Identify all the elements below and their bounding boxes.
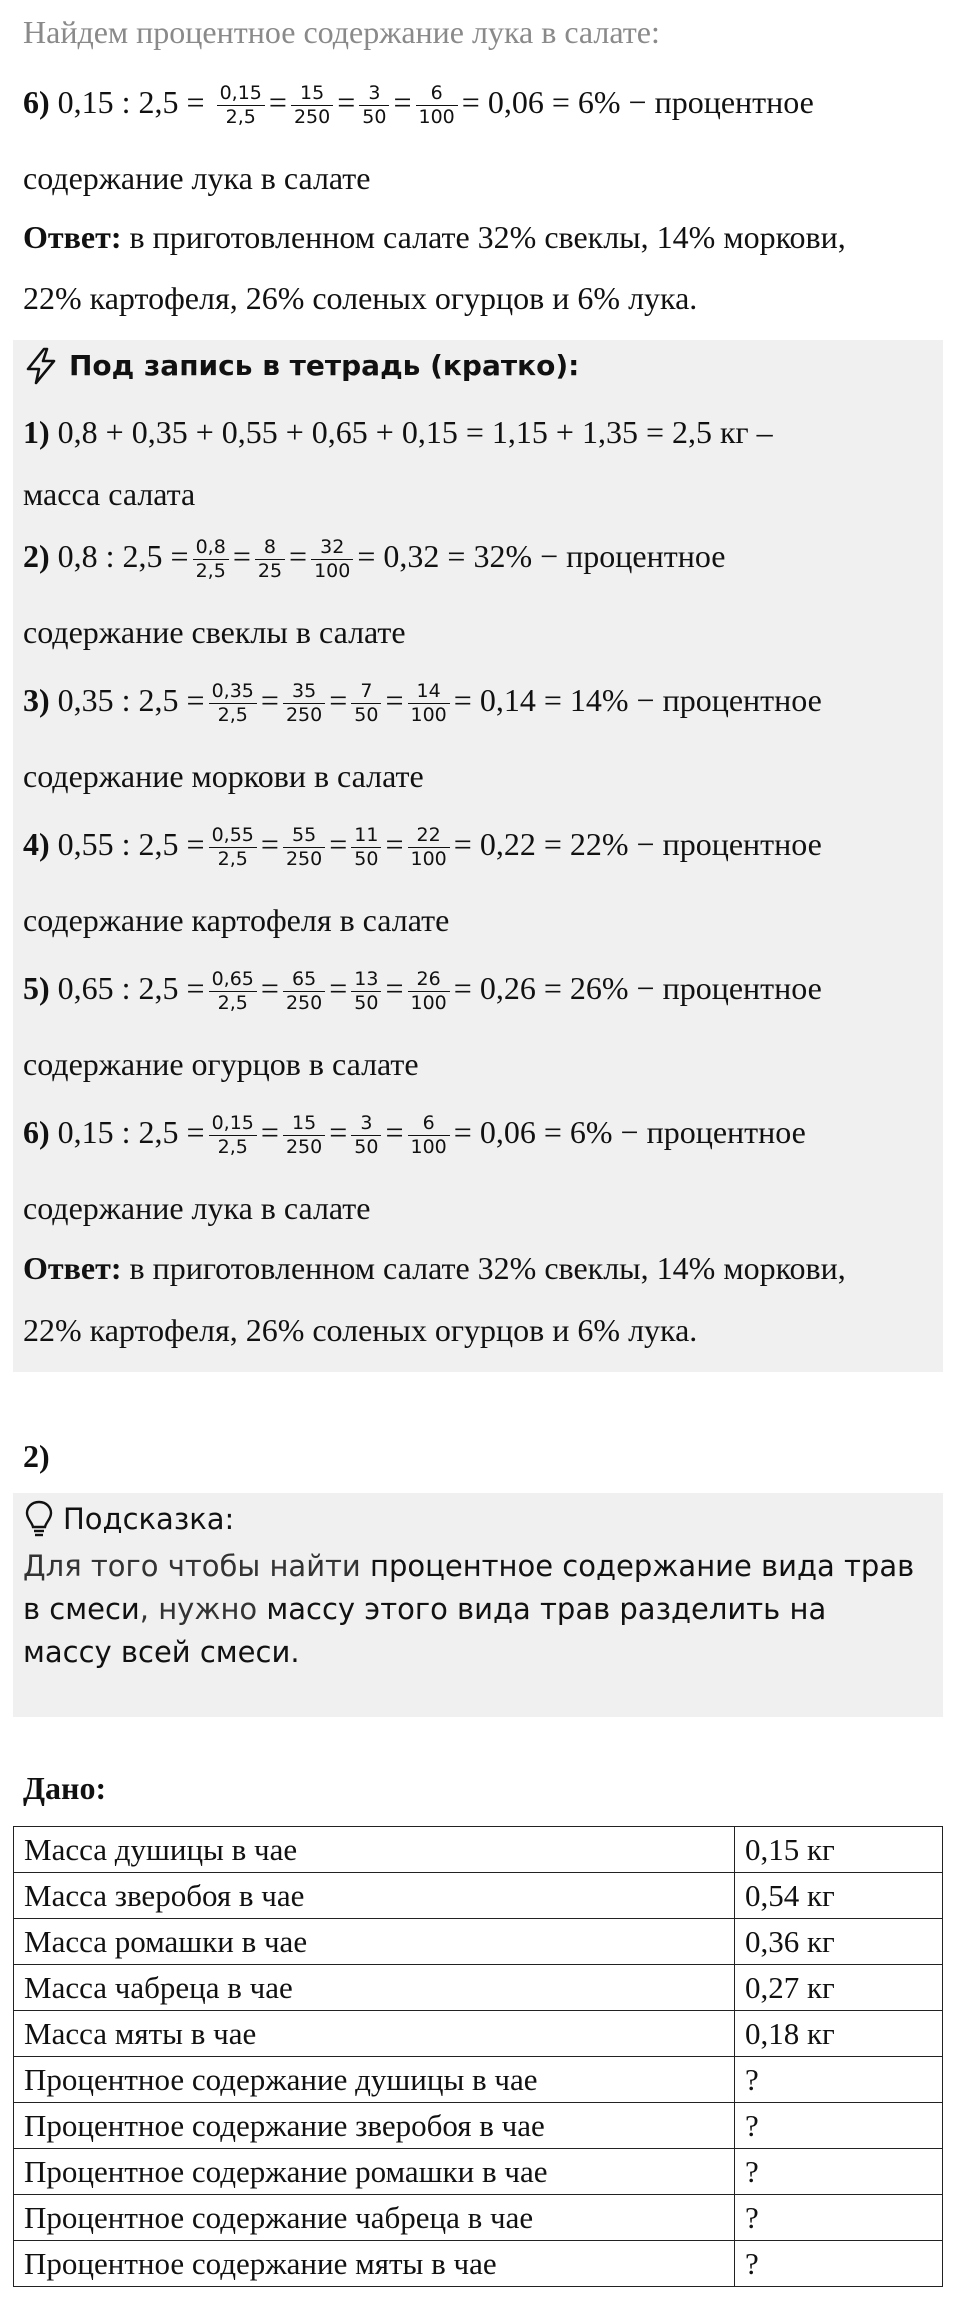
notes-step-1-continuation: масса салата	[23, 476, 196, 512]
given-label: Дано:	[23, 1770, 107, 1806]
notes-step-3: 3) 0,35 : 2,5 = $\frac{0,35}{2,5}$ = $\frac{35}{250}$ = $\frac{7}{50}$ = $\frac{14}{100}$ = 0,14 = 14% − процентное	[23, 680, 822, 727]
notes-step-5: 5) 0,65 : 2,5 = $\frac{0,65}{2,5}$ = $\frac{65}{250}$ = $\frac{13}{50}$ = $\frac{26}{100}$ = 0,26 = 26% − процентное	[23, 968, 822, 1015]
fraction: $\frac{0,15}{2,5}$	[217, 82, 265, 129]
table-row: Масса зверобоя в чае 0,54 кг	[14, 1873, 943, 1919]
table-row: Процентное содержание душицы в чае ?	[14, 2057, 943, 2103]
table-row: Процентное содержание чабреца в чае ?	[14, 2195, 943, 2241]
fraction: $\frac{26}{100}$	[408, 968, 450, 1015]
fraction: $\frac{0,65}{2,5}$	[209, 968, 257, 1015]
step-expression: 0,15 : 2,5 =	[57, 84, 205, 120]
notes-step-6: 6) 0,15 : 2,5 = $\frac{0,15}{2,5}$ = $\frac{15}{250}$ = $\frac{3}{50}$ = $\frac{6}{100}$ = 0,06 = 6% − процентное	[23, 1112, 806, 1159]
notes-step-2-continuation: содержание свеклы в салате	[23, 614, 406, 650]
notes-step-4: 4) 0,55 : 2,5 = $\frac{0,55}{2,5}$ = $\frac{55}{250}$ = $\frac{11}{50}$ = $\frac{22}{100}$ = 0,22 = 22% − процентное	[23, 824, 822, 871]
table-row: Масса душицы в чае 0,15 кг	[14, 1827, 943, 1873]
notes-step-3-continuation: содержание моркови в салате	[23, 758, 424, 794]
step-number: 6)	[23, 84, 50, 120]
given-table	[13, 1826, 943, 2287]
fraction: $\frac{13}{50}$	[351, 968, 381, 1015]
fraction: $\frac{8}{25}$	[255, 536, 285, 583]
notes-step-5-continuation: содержание огурцов в салате	[23, 1046, 419, 1082]
fraction: $\frac{15}{250}$	[291, 82, 333, 129]
fraction: $\frac{6}{100}$	[408, 1112, 450, 1159]
fraction: $\frac{32}{100}$	[311, 536, 353, 583]
answer-label: Ответ:	[23, 219, 122, 255]
notes-step-4-continuation: содержание картофеля в салате	[23, 902, 450, 938]
hint-title	[23, 1499, 234, 1539]
answer-line-1	[23, 217, 940, 257]
notes-step-2: 2) 0,8 : 2,5 = $\frac{0,8}{2,5}$ = $\frac{8}{25}$ = $\frac{32}{100}$ = 0,32 = 32% − процентное	[23, 536, 726, 583]
fraction: $\frac{3}{50}$	[359, 82, 389, 129]
fraction: $\frac{3}{50}$	[351, 1112, 381, 1159]
hint-title-text: Подсказка:	[63, 1502, 235, 1536]
table-row: Процентное содержание зверобоя в чае ?	[14, 2103, 943, 2149]
answer-line-2: 22% картофеля, 26% соленых огурцов и 6% лука.	[23, 280, 698, 316]
fraction: $\frac{0,8}{2,5}$	[193, 536, 229, 583]
section-2-label: 2)	[23, 1438, 50, 1474]
table-row: Процентное содержание мяты в чае ?	[14, 2241, 943, 2287]
notes-box	[13, 340, 943, 1372]
fraction: $\frac{7}{50}$	[351, 680, 381, 727]
step-result: = 0,06 = 6% − процентное	[461, 84, 814, 120]
fraction: $\frac{55}{250}$	[283, 824, 325, 871]
fraction: $\frac{0,55}{2,5}$	[209, 824, 257, 871]
fraction: $\frac{11}{50}$	[351, 824, 381, 871]
intro-text: Найдем процентное содержание лука в салате:	[23, 14, 660, 50]
answer-text: в приготовленном салате 32% свеклы, 14% моркови,	[121, 219, 846, 255]
step-6-continuation: содержание лука в салате	[23, 160, 371, 196]
fraction: $\frac{14}{100}$	[408, 680, 450, 727]
fraction: $\frac{22}{100}$	[408, 824, 450, 871]
fraction: $\frac{15}{250}$	[283, 1112, 325, 1159]
hint-box	[13, 1493, 943, 1717]
table-row: Процентное содержание ромашки в чае ?	[14, 2149, 943, 2195]
hint-body: Для того чтобы найти процентное содержание вида трав в смеси, нужно массу этого вида трав разделить на массу всей смеси.	[23, 1549, 915, 1669]
table-row: Масса ромашки в чае 0,36 кг	[14, 1919, 943, 1965]
notes-step-6-continuation: содержание лука в салате	[23, 1190, 371, 1226]
fraction: $\frac{65}{250}$	[283, 968, 325, 1015]
notes-answer-line-1: Ответ: в приготовленном салате 32% свеклы, 14% моркови,	[23, 1250, 846, 1286]
step-6-equation: 6) 0,15 : 2,5 = $\frac{0,15}{2,5}$ = $\frac{15}{250}$ = $\frac{3}{50}$ = $\frac{6}{100}$ = 0,06 = 6% − процентное	[23, 82, 814, 129]
notes-title-text: Под запись в тетрадь (кратко):	[69, 349, 580, 382]
notes-box-title	[21, 346, 579, 386]
fraction: $\frac{0,35}{2,5}$	[209, 680, 257, 727]
fraction: $\frac{35}{250}$	[283, 680, 325, 727]
notes-step-1: 1) 0,8 + 0,35 + 0,55 + 0,65 + 0,15 = 1,15 + 1,35 = 2,5 кг –	[23, 414, 773, 450]
table-row: Масса чабреца в чае 0,27 кг	[14, 1965, 943, 2011]
fraction: $\frac{6}{100}$	[416, 82, 458, 129]
notes-answer-line-2: 22% картофеля, 26% соленых огурцов и 6% лука.	[23, 1312, 698, 1348]
lightning-icon	[21, 346, 61, 386]
fraction: $\frac{0,15}{2,5}$	[209, 1112, 257, 1159]
table-row: Масса мяты в чае 0,18 кг	[14, 2011, 943, 2057]
lightbulb-icon	[23, 1499, 55, 1539]
